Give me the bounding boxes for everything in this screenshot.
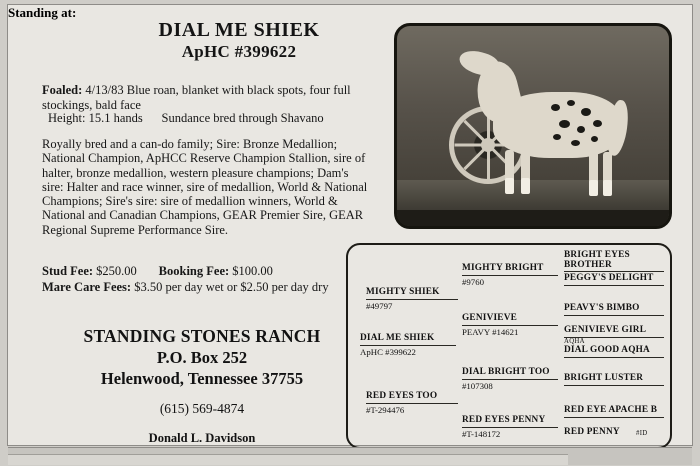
pedigree-g4-8b <box>564 427 664 439</box>
pedigree-g4-6 <box>564 373 664 386</box>
pedigree-dam-dam-name: RED EYES PENNY <box>462 415 546 425</box>
horse-stocking <box>603 180 612 196</box>
pedigree-g4-3 <box>564 303 664 316</box>
pedigree-sire-dam-name: GENIVIEVE <box>462 313 518 323</box>
photo-content <box>397 26 669 226</box>
height-text: Height: 15.1 hands <box>48 111 143 125</box>
pedigree-subject <box>360 333 456 346</box>
owner-name: Donald L. Davidson <box>148 431 256 445</box>
pedigree-g4-7-name: RED EYE APACHE B <box>564 405 658 415</box>
horse-stocking <box>505 178 514 194</box>
pedigree-dam-sire <box>462 367 558 380</box>
pedigree-chart <box>346 243 672 449</box>
height-note: Sundance bred through Shavano <box>161 111 324 125</box>
height-line <box>48 111 378 126</box>
blanket-spots <box>547 98 613 150</box>
pedigree-dam-name: RED EYES TOO <box>366 391 438 401</box>
ranch-name: STANDING STONES RANCH <box>83 326 321 346</box>
pedigree-sire <box>366 287 458 300</box>
ranch-block <box>42 325 362 446</box>
pedigree-g4-6-name: BRIGHT LUSTER <box>564 373 644 383</box>
pedigree-dam-sire-reg: #107308 <box>462 381 493 391</box>
fees-block <box>42 263 372 295</box>
horse-stocking <box>521 178 530 194</box>
stud-fee-value: $250.00 <box>96 264 137 278</box>
pedigree-sire-sire-name: MIGHTY BRIGHT <box>462 263 544 273</box>
standing-at-heading: Standing at: <box>8 5 77 20</box>
pedigree-g4-5-name: DIAL GOOD AQHA <box>564 345 650 355</box>
page-title <box>104 19 374 62</box>
pedigree-g4-2-name: PEGGY'S DELIGHT <box>564 273 654 283</box>
pedigree-dam-dam-reg: #T-148172 <box>462 429 501 439</box>
pedigree-g4-1 <box>564 251 664 272</box>
mare-care-line <box>42 279 372 295</box>
pedigree-g4-5 <box>564 345 664 358</box>
pedigree-g4-4 <box>564 325 664 338</box>
page-bottom-inner <box>8 454 568 465</box>
foaled-label: Foaled: <box>42 83 83 97</box>
horse-stocking <box>589 180 598 196</box>
stallion-photo <box>394 23 672 229</box>
stud-fee-line <box>42 263 372 279</box>
foaled-text: 4/13/83 Blue roan, blanket with black spots, four full stockings, bald face <box>42 83 351 112</box>
photo-grass <box>397 210 669 226</box>
pedigree-sire-reg: #49797 <box>366 301 393 311</box>
pedigree-dam-sire-name: DIAL BRIGHT TOO <box>462 367 550 377</box>
pedigree-sire-dam <box>462 313 558 326</box>
pedigree-g4-7 <box>564 405 664 418</box>
ranch-city-state-zip: Helenwood, Tennessee 37755 <box>100 369 304 388</box>
breeding-paragraph: Royally bred and a can-do family; Sire: Bronze Medallion; National Champion, ApHCC Reserve Champion Stallion, sire of halter, bronze medallion, western pleasure champions; Dam's sire: Halter and race winner, sire of medallion, World & National Champions; Sire's sire: sire of medallion winners, World & National and Canadian Champions, GEAR Premier Sire, GEAR Regional Supreme Performance Sire. <box>42 137 368 237</box>
horse-registration: ApHC #399622 <box>181 42 297 61</box>
booking-fee-label: Booking Fee: <box>158 264 230 278</box>
pedigree-dam-reg: #T-294476 <box>366 405 405 415</box>
mare-care-value: $3.50 per day wet or $2.50 per day dry <box>134 280 329 294</box>
pedigree-sire-name: MIGHTY SHIEK <box>366 287 440 297</box>
pedigree-g4-2 <box>564 273 664 286</box>
mare-care-label: Mare Care Fees: <box>42 280 132 294</box>
pedigree-g4-8-reg: #ID <box>636 430 648 437</box>
pedigree-dam <box>366 391 458 404</box>
pedigree-g4-4-reg: AQHA <box>564 338 585 345</box>
pedigree-sire-sire <box>462 263 558 276</box>
booking-fee-value: $100.00 <box>232 264 273 278</box>
pedigree-subject-reg: ApHC #399622 <box>360 347 416 357</box>
page-sheet <box>8 5 692 445</box>
ranch-po-box: P.O. Box 252 <box>156 348 248 367</box>
pedigree-subject-name: DIAL ME SHIEK <box>360 333 435 343</box>
pedigree-g4-4-name: GENIVIEVE GIRL <box>564 325 647 335</box>
pedigree-dam-dam <box>462 415 558 428</box>
pedigree-sire-sire-reg: #9760 <box>462 277 484 287</box>
foaled-line <box>42 83 372 112</box>
horse-name: DIAL ME SHIEK <box>158 19 320 41</box>
stud-fee-label: Stud Fee: <box>42 264 94 278</box>
ranch-phone: (615) 569-4874 <box>159 401 245 416</box>
pedigree-sire-dam-reg: PEAVY #14621 <box>462 327 519 337</box>
pedigree-g4-3-name: PEAVY'S BIMBO <box>564 303 640 313</box>
pedigree-g4-1-name: BRIGHT EYES BROTHER <box>564 250 630 270</box>
pedigree-g4-8b-name: RED PENNY <box>564 427 620 437</box>
page-bottom-edge <box>8 447 692 465</box>
